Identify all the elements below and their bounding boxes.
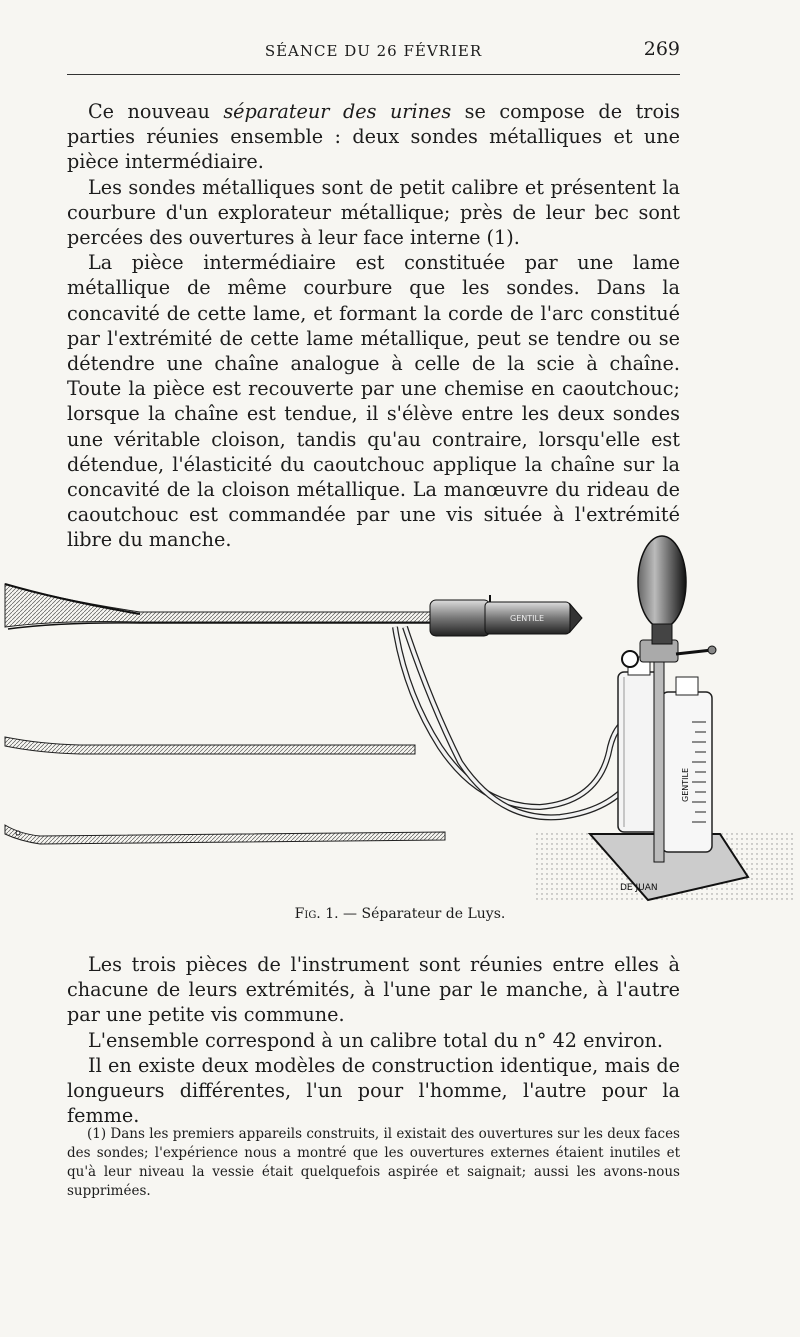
paragraph-1 (67, 99, 680, 175)
figure-illustration (0, 532, 800, 912)
bottle-engraving: GENTILE (681, 768, 690, 802)
paragraph-4: Les trois pièces de l'instrument sont réunies entre elles à chacune de leurs extrémités, à l'une par le manche, à l'autre par une petite vis commune. (67, 953, 680, 1027)
instrument-handle (430, 595, 582, 636)
body-text-top (67, 99, 680, 553)
figure-caption-text: — Séparateur de Luys. (338, 906, 506, 922)
collection-bottle-right (662, 677, 712, 852)
figure-caption (0, 906, 800, 922)
paragraph-1-start: Ce nouveau (88, 100, 224, 123)
middle-sound (5, 737, 415, 754)
footnote-text: (1) Dans les premiers appareils construits, il existait des ouvertures sur les deux faces des sondes; l'expérience nous a montré que les ouvertures externes étaient inutiles et qu'à leur niveau la vessie était quelquefois aspirée et saignait; aussi les avons-nous supprimées. (67, 1126, 680, 1199)
rubber-bulb (638, 536, 686, 644)
footnote (67, 1125, 680, 1201)
handle-engraving: GENTILE (510, 614, 544, 623)
paragraph-1-end: se compose de trois parties réunies ensemble : deux sondes métalliques et une pièce intermédiaire. (67, 100, 680, 174)
paragraph-2: Les sondes métalliques sont de petit calibre et présentent la courbure d'un explorateur métallique; près de leur bec sont percées des ouvertures à leur face interne (1). (67, 175, 680, 250)
paragraph-6: Il en existe deux modèles de construction identique, mais de longueurs différentes, l'un pour l'homme, l'autre pour la femme. (67, 1053, 680, 1128)
paragraph-1-emphasis: séparateur des urines (223, 100, 452, 123)
paragraph-3: La pièce intermédiaire est constituée par une lame métallique de même courbure que les sondes. Dans la concavité de cette lame, et formant la corde de l'arc constitué par l'extrémité de cette lame métallique, peut se tendre ou se détendre une chaîne analogue à celle de la scie à chaîne. Toute la pièce est recouverte par une chemise en caoutchouc; lorsque la chaîne est tendue, il s'élève entre les deux sondes une véritable cloison, tandis qu'au contraire, lorsqu'elle est détendue, l'élasticité du caoutchouc applique la chaîne sur la concavité de la cloison métallique. La manœuvre du rideau de caoutchouc est commandée par une vis située à l'extrémité libre du manche. (67, 251, 680, 552)
running-head: SÉANCE DU 26 FÉVRIER (264, 42, 483, 60)
body-text-bottom (67, 952, 680, 1128)
figure-label: Fig. 1. (294, 906, 339, 922)
urine-separator-engraving (0, 532, 800, 912)
page-number: 269 (643, 38, 680, 60)
engraver-signature: DE JUAN (620, 883, 658, 893)
lower-sound (5, 825, 445, 844)
page-header (67, 38, 680, 75)
upper-sound (5, 584, 430, 629)
paragraph-5: L'ensemble correspond à un calibre total du n° 42 environ. (88, 1028, 663, 1052)
